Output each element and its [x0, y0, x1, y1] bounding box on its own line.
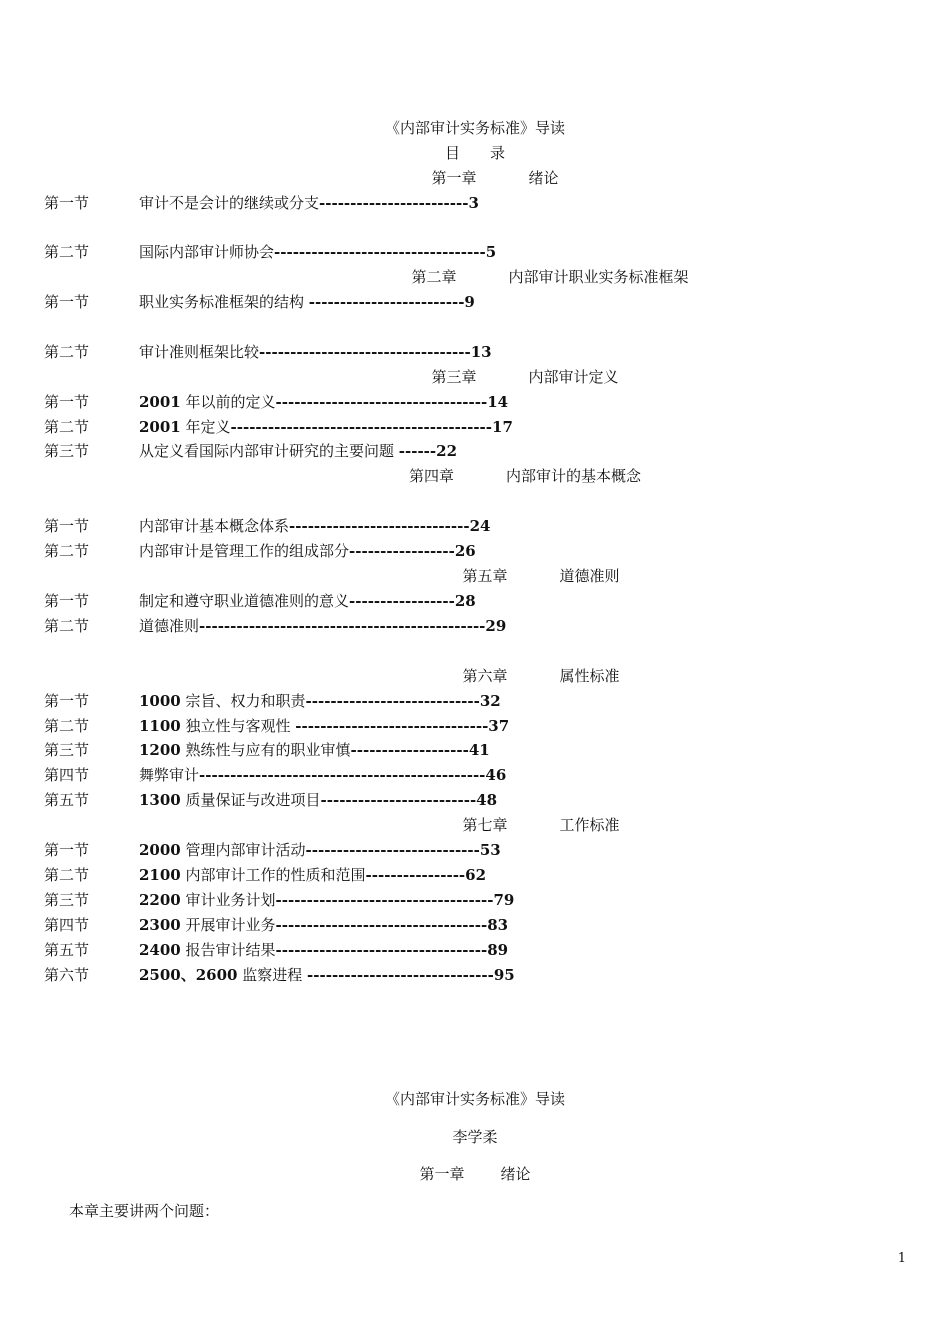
entry-title: 内部审计是管理工作的组成部分	[139, 542, 350, 560]
toc-entry	[139, 865, 486, 885]
entry-title: 质量保证与改进项目	[180, 791, 321, 809]
section-number: 第二节	[44, 418, 90, 436]
section-number: 第二节	[44, 542, 90, 560]
entry-page-number: 46	[485, 766, 507, 784]
section-number: 第二节	[44, 866, 90, 884]
page-number: 1	[897, 1251, 906, 1266]
standard-number: 1000	[139, 692, 181, 710]
dot-leader: ----------------------------------	[275, 941, 488, 959]
section-number: 第二节	[44, 243, 90, 261]
standard-number: 2300	[139, 916, 181, 934]
entry-title: 国际内部审计师协会	[139, 243, 275, 261]
body-title: 《内部审计实务标准》导读	[384, 1090, 565, 1108]
toc-entry	[139, 193, 479, 213]
entry-page-number: 79	[493, 891, 515, 909]
entry-page-number: 3	[468, 194, 479, 212]
author: 李学柔	[452, 1128, 498, 1146]
entry-page-number: 13	[470, 343, 492, 361]
dot-leader: -----------------	[349, 592, 455, 610]
dot-leader: -----------------------------	[289, 517, 470, 535]
standard-number: 2200	[139, 891, 181, 909]
entry-title: 制定和遵守职业道德准则的意义	[139, 592, 350, 610]
entry-page-number: 29	[485, 617, 507, 635]
chapter-heading	[0, 666, 950, 686]
chapter-title: 内部审计定义	[528, 368, 619, 386]
toc-heading: 目 录	[444, 144, 505, 162]
entry-title: 开展审计业务	[180, 916, 276, 934]
entry-page-number: 5	[485, 243, 497, 261]
chapter-heading	[0, 466, 950, 486]
doc-title: 《内部审计实务标准》导读	[384, 119, 565, 137]
entry-title: 审计不是会计的继续或分支	[139, 194, 320, 212]
toc-entry	[139, 740, 490, 760]
chapter-heading	[0, 367, 950, 387]
body-chapter-title: 绪论	[500, 1165, 531, 1183]
entry-title: 独立性与客观性	[180, 717, 296, 735]
section-number: 第一节	[44, 393, 90, 411]
dot-leader: -----------------	[349, 542, 455, 560]
section-number: 第五节	[44, 791, 90, 809]
dot-leader: ------------------------------	[307, 966, 494, 984]
standard-number: 1100	[139, 717, 181, 735]
chapter-heading	[0, 168, 950, 188]
entry-title: 年定义	[180, 418, 231, 436]
body-chapter-heading	[0, 1164, 950, 1184]
entry-page-number: 53	[479, 841, 501, 859]
chapter-number: 第五章	[462, 567, 508, 585]
toc-entry	[139, 441, 457, 461]
entry-title: 职业实务标准框架的结构	[139, 293, 309, 311]
dot-leader: -------------------	[350, 741, 469, 759]
entry-page-number: 95	[493, 966, 515, 984]
standard-number: 2000	[139, 841, 181, 859]
entry-page-number: 32	[479, 692, 501, 710]
standard-number: 1300	[139, 791, 181, 809]
toc-entry	[139, 616, 506, 636]
entry-title: 内部审计工作的性质和范围	[180, 866, 366, 884]
toc-entry	[139, 965, 515, 985]
section-number: 第一节	[44, 194, 90, 212]
entry-page-number: 24	[469, 517, 491, 535]
standard-number: 2500、2600	[139, 966, 238, 984]
dot-leader: ------	[398, 442, 437, 460]
section-number: 第二节	[44, 617, 90, 635]
toc-entry	[139, 840, 501, 860]
toc-entry	[139, 890, 514, 910]
toc-entry	[139, 516, 490, 536]
section-number: 第三节	[44, 741, 90, 759]
section-number: 第三节	[44, 891, 90, 909]
section-number: 第一节	[44, 517, 90, 535]
toc-entry	[139, 716, 509, 736]
entry-title: 内部审计基本概念体系	[139, 517, 290, 535]
entry-page-number: 28	[454, 592, 476, 610]
entry-title: 管理内部审计活动	[180, 841, 306, 859]
toc-entry	[139, 541, 476, 561]
entry-title: 熟练性与应有的职业审慎	[180, 741, 351, 759]
chapter-number: 第二章	[411, 268, 457, 286]
chapter-heading	[0, 267, 950, 287]
dot-leader: ----------------------------	[305, 841, 480, 859]
standard-number: 2400	[139, 941, 181, 959]
entry-page-number: 26	[454, 542, 476, 560]
entry-page-number: 89	[487, 941, 509, 959]
dot-leader: -----------------------------------	[275, 891, 494, 909]
dot-leader: ------------------------------------------	[230, 418, 493, 436]
entry-title: 年以前的定义	[180, 393, 276, 411]
chapter-title: 工作标准	[559, 816, 620, 834]
dot-leader: ------------------------	[319, 194, 469, 212]
entry-title: 审计业务计划	[180, 891, 276, 909]
dot-leader: -------------------------------	[295, 717, 489, 735]
section-number: 第四节	[44, 766, 90, 784]
chapter-title: 属性标准	[559, 667, 620, 685]
dot-leader: ----------------------------------------------	[199, 617, 486, 635]
entry-page-number: 41	[468, 741, 490, 759]
dot-leader: -------------------------	[308, 293, 465, 311]
section-number: 第二节	[44, 717, 90, 735]
section-number: 第三节	[44, 442, 90, 460]
standard-number: 2001	[139, 418, 181, 436]
standard-number: 1200	[139, 741, 181, 759]
dot-leader: ----------------------------------	[274, 243, 486, 261]
entry-title: 监察进程	[237, 966, 308, 984]
dot-leader: ----------------------------	[305, 692, 480, 710]
section-number: 第五节	[44, 941, 90, 959]
entry-page-number: 48	[476, 791, 498, 809]
chapter-title: 道德准则	[559, 567, 620, 585]
section-number: 第二节	[44, 343, 90, 361]
toc-entry	[139, 915, 508, 935]
toc-entry	[139, 765, 506, 785]
standard-number: 2100	[139, 866, 181, 884]
section-number: 第六节	[44, 966, 90, 984]
section-number: 第一节	[44, 692, 90, 710]
toc-entry	[139, 342, 492, 362]
toc-entry	[139, 417, 513, 437]
dot-leader: ----------------------------------	[275, 916, 488, 934]
entry-title: 道德准则	[139, 617, 200, 635]
dot-leader: ----------------------------------	[259, 343, 471, 361]
entry-title: 舞弊审计	[139, 766, 200, 784]
chapter-number: 第六章	[462, 667, 508, 685]
chapter-heading	[0, 815, 950, 835]
entry-title: 报告审计结果	[180, 941, 276, 959]
entry-title: 审计准则框架比较	[139, 343, 260, 361]
entry-page-number: 9	[464, 293, 475, 311]
toc-entry	[139, 242, 496, 262]
chapter-heading	[0, 566, 950, 586]
standard-number: 2001	[139, 393, 181, 411]
dot-leader: ----------------------------------	[275, 393, 488, 411]
chapter-number: 第三章	[431, 368, 477, 386]
entry-title: 宗旨、权力和职责	[180, 692, 306, 710]
chapter-number: 第四章	[408, 467, 454, 485]
dot-leader: -------------------------	[320, 791, 477, 809]
chapter-title: 内部审计职业实务标准框架	[508, 268, 689, 286]
entry-page-number: 14	[487, 393, 509, 411]
dot-leader: ----------------	[365, 866, 466, 884]
entry-page-number: 37	[488, 717, 510, 735]
entry-title: 从定义看国际内部审计研究的主要问题	[139, 442, 399, 460]
entry-page-number: 83	[487, 916, 509, 934]
dot-leader: ----------------------------------------------	[199, 766, 486, 784]
toc-entry	[139, 790, 497, 810]
intro-text: 本章主要讲两个问题：	[69, 1202, 220, 1220]
section-number: 第一节	[44, 293, 90, 311]
entry-page-number: 62	[465, 866, 487, 884]
section-number: 第四节	[44, 916, 90, 934]
toc-entry	[139, 691, 501, 711]
entry-page-number: 22	[436, 442, 458, 460]
toc-entry	[139, 292, 475, 312]
entry-page-number: 17	[492, 418, 513, 436]
chapter-title: 内部审计的基本概念	[506, 467, 642, 485]
toc-entry	[139, 591, 476, 611]
toc-entry	[139, 392, 508, 412]
toc-entry	[139, 940, 508, 960]
chapter-title: 绪论	[528, 169, 559, 187]
section-number: 第一节	[44, 841, 90, 859]
chapter-number: 第七章	[462, 816, 508, 834]
chapter-number: 第一章	[431, 169, 477, 187]
section-number: 第一节	[44, 592, 90, 610]
body-chapter-number: 第一章	[419, 1165, 465, 1183]
